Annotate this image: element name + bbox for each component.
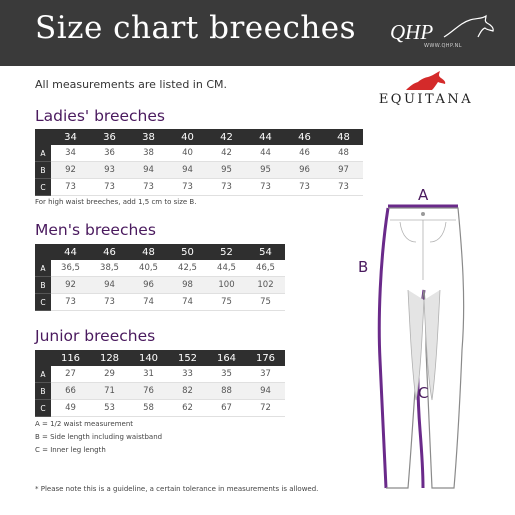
ladies-title: Ladies' breeches (35, 107, 165, 125)
pocket-seam-left (400, 222, 416, 242)
size-header: 46 (90, 244, 129, 260)
table-cell: 94 (129, 162, 168, 179)
table-cell: 35 (207, 366, 246, 383)
size-header: 164 (207, 350, 246, 366)
size-header: 176 (246, 350, 285, 366)
size-header: 48 (324, 129, 363, 145)
corner-cell (35, 350, 51, 366)
table-cell: 75 (207, 294, 246, 311)
equitana-logo (370, 70, 482, 110)
table-cell: 44 (246, 145, 285, 162)
table-row (35, 383, 285, 400)
table-cell: 73 (90, 179, 129, 196)
legend-c: C = Inner leg length (35, 446, 106, 454)
table-cell: 58 (129, 400, 168, 417)
table-cell: 73 (207, 179, 246, 196)
table-cell: 73 (285, 179, 324, 196)
size-header: 48 (129, 244, 168, 260)
qhp-logo: QHP (390, 20, 434, 44)
table-cell: 102 (246, 277, 285, 294)
junior-title: Junior breeches (35, 327, 156, 345)
table-cell: 40 (168, 145, 207, 162)
size-header: 40 (168, 129, 207, 145)
table-header-row (35, 244, 285, 260)
table-cell: 74 (129, 294, 168, 311)
table-cell: 94 (90, 277, 129, 294)
mens-table (35, 244, 285, 311)
row-label: A (35, 260, 51, 277)
table-cell: 40,5 (129, 260, 168, 277)
pocket-seam-right (430, 222, 446, 242)
table-cell: 100 (207, 277, 246, 294)
table-cell: 98 (168, 277, 207, 294)
table-cell: 48 (324, 145, 363, 162)
size-header: 128 (90, 350, 129, 366)
size-header: 52 (207, 244, 246, 260)
table-cell: 36 (90, 145, 129, 162)
table-cell: 96 (285, 162, 324, 179)
equitana-wordmark: EQUITANA (378, 92, 474, 107)
table-row (35, 162, 363, 179)
table-cell: 71 (90, 383, 129, 400)
side-measure-line (379, 208, 388, 488)
table-cell: 75 (246, 294, 285, 311)
row-label: C (35, 179, 51, 196)
table-row (35, 179, 363, 196)
row-label: C (35, 400, 51, 417)
table-cell: 66 (51, 383, 90, 400)
size-header: 50 (168, 244, 207, 260)
table-cell: 73 (90, 294, 129, 311)
table-row (35, 400, 285, 417)
table-cell: 97 (324, 162, 363, 179)
table-cell: 34 (51, 145, 90, 162)
table-row (35, 260, 285, 277)
tolerance-note: * Please note this is a guideline, a certain tolerance in measurements is allowed. (35, 485, 319, 493)
corner-cell (35, 244, 51, 260)
table-header-row (35, 129, 363, 145)
horse-emblem-icon (370, 70, 482, 92)
legend-a: A = 1/2 waist measurement (35, 420, 134, 428)
table-cell: 94 (246, 383, 285, 400)
label-a: A (418, 186, 429, 204)
table-cell: 74 (168, 294, 207, 311)
header-bar (0, 0, 515, 66)
table-row (35, 366, 285, 383)
mens-title: Men's breeches (35, 221, 156, 239)
table-cell: 72 (246, 400, 285, 417)
table-row (35, 277, 285, 294)
table-cell: 73 (129, 179, 168, 196)
table-cell: 42 (207, 145, 246, 162)
intro-text: All measurements are listed in CM. (35, 78, 227, 91)
row-label: B (35, 383, 51, 400)
table-row (35, 145, 363, 162)
label-c: C (418, 384, 429, 402)
breeches-diagram (350, 180, 470, 500)
qhp-url: WWW.QHP.NL (424, 43, 462, 49)
size-header: 46 (285, 129, 324, 145)
table-cell: 31 (129, 366, 168, 383)
table-cell: 33 (168, 366, 207, 383)
table-cell: 53 (90, 400, 129, 417)
table-cell: 95 (207, 162, 246, 179)
table-cell: 49 (51, 400, 90, 417)
table-cell: 67 (207, 400, 246, 417)
size-header: 44 (51, 244, 90, 260)
table-cell: 73 (51, 179, 90, 196)
size-header: 36 (90, 129, 129, 145)
button-icon (421, 212, 425, 216)
page-title: Size chart breeches (35, 10, 357, 46)
table-cell: 37 (246, 366, 285, 383)
table-cell: 38 (129, 145, 168, 162)
table-row (35, 294, 285, 311)
table-cell: 44,5 (207, 260, 246, 277)
row-label: A (35, 145, 51, 162)
table-cell: 88 (207, 383, 246, 400)
table-cell: 82 (168, 383, 207, 400)
label-b: B (358, 258, 369, 276)
row-label: A (35, 366, 51, 383)
table-cell: 92 (51, 277, 90, 294)
table-cell: 38,5 (90, 260, 129, 277)
corner-cell (35, 129, 51, 145)
table-cell: 92 (51, 162, 90, 179)
table-cell: 62 (168, 400, 207, 417)
size-header: 116 (51, 350, 90, 366)
table-cell: 29 (90, 366, 129, 383)
size-header: 54 (246, 244, 285, 260)
horse-head-icon (440, 13, 500, 43)
table-cell: 73 (324, 179, 363, 196)
table-cell: 73 (168, 179, 207, 196)
table-cell: 76 (129, 383, 168, 400)
table-cell: 96 (129, 277, 168, 294)
table-cell: 42,5 (168, 260, 207, 277)
table-cell: 93 (90, 162, 129, 179)
size-header: 140 (129, 350, 168, 366)
size-header: 44 (246, 129, 285, 145)
size-header: 152 (168, 350, 207, 366)
table-cell: 46 (285, 145, 324, 162)
junior-table (35, 350, 285, 417)
table-cell: 73 (246, 179, 285, 196)
breeches-outline (386, 208, 464, 488)
legend-b: B = Side length including waistband (35, 433, 163, 441)
table-cell: 95 (246, 162, 285, 179)
high-waist-note: For high waist breeches, add 1,5 cm to size B. (35, 198, 197, 206)
row-label: B (35, 162, 51, 179)
table-cell: 46,5 (246, 260, 285, 277)
table-cell: 94 (168, 162, 207, 179)
row-label: B (35, 277, 51, 294)
table-cell: 27 (51, 366, 90, 383)
row-label: C (35, 294, 51, 311)
table-cell: 73 (51, 294, 90, 311)
table-header-row (35, 350, 285, 366)
size-header: 38 (129, 129, 168, 145)
size-header: 34 (51, 129, 90, 145)
size-header: 42 (207, 129, 246, 145)
ladies-table (35, 129, 363, 196)
table-cell: 36,5 (51, 260, 90, 277)
